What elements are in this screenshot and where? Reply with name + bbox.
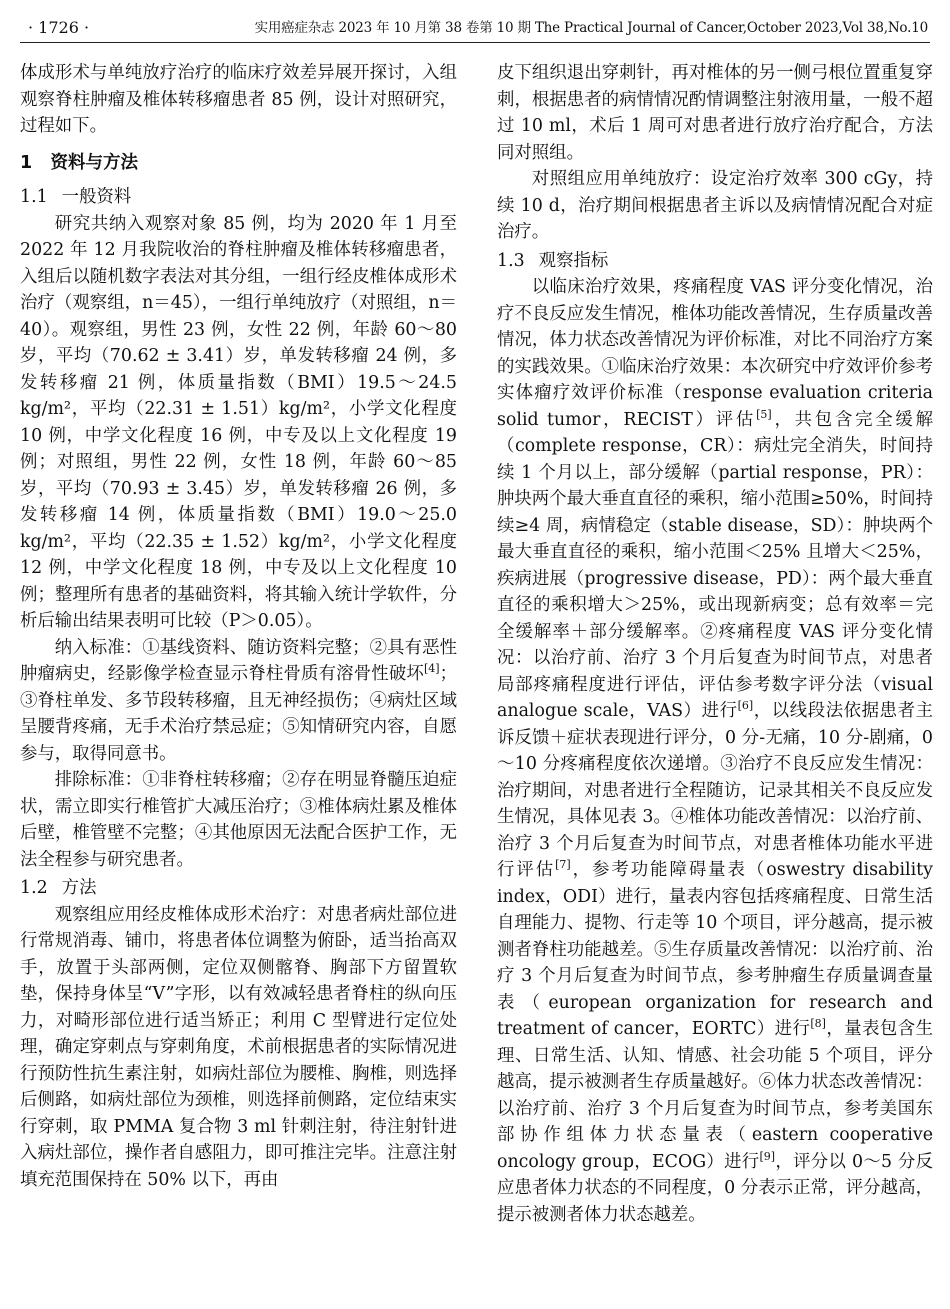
obs-text-2: ，共包含完全缓解（complete response，CR）：病灶完全消失，时间持续 1 个月以上，部分缓解（partial response，PR）：肿块两个最大垂直直径的乘积，缩小范围≥50%，时间持续≥4 周，病情稳定（stable disease，SD）：肿块两个最大垂直直径的乘积，缩小范围＜25% 且增大＜25%，疾病进展（progressive disease，PD）：两个最大垂直直径的乘积增大＞25%，或出现新病变；总有效率＝完全缓解率＋部分缓解率。②疼痛程度 VAS 评分变化情况：以治疗前、治疗 3 个月后复查为时间节点，对患者局部疼痛程度进行评估，评估参考数字评分法（visual analogue scale，VAS）进行 [497,409,933,721]
left-column [20,60,457,1193]
method-continued-paragraph: 皮下组织退出穿刺针，再对椎体的另一侧弓根位置重复穿刺，根据患者的病情情况酌情调整注射液用量，一般不超过 10 ml，术后 1 周可对患者进行放疗治疗配合，方法同对照组。 [497,63,933,163]
obs-text-4: ，参考功能障碍量表（oswestry disability index，ODI）进行，量表内容包括疼痛程度、日常生活自理能力、提物、行走等 10 个项目，评分越高，提示被测者脊柱功能越差。⑤生存质量改善情况：以治疗前、治疗 3 个月后复查为时间节点，参考肿瘤生存质量调查量表（european organization for research and treatment of cancer，EORTC）进行 [497,860,933,1039]
subsection-1-1-heading [20,184,457,211]
citation-ref: [5] [756,407,772,421]
obs-text-3: ，以线段法依据患者主诉反馈＋症状表现进行评分，0 分-无痛，10 分-剧痛，0～10 分疼痛程度依次递增。③治疗不良反应发生情况：治疗期间，对患者进行全程随访，记录其相关不良反应发生情况，具体见表 3。④椎体功能改善情况：以治疗前、治疗 3 个月后复查为时间节点，对患者椎体功能水平进行评估 [497,701,933,880]
inclusion-paragraph [20,635,457,768]
subsection-number: 1.2 [20,878,48,898]
subsection-1-2-heading [20,875,457,902]
obs-text-1: 以临床治疗效果，疼痛程度 VAS 评分变化情况，治疗不良反应发生情况，椎体功能改善情况，生存质量改善情况，体力状态改善情况为评价标准，对比不同治疗方案的实践效果。①临床治疗效果：本次研究中疗效评价参考实体瘤疗效评价标准（response evaluation criteria solid tumor，RECIST）评估 [497,277,933,430]
page-number: · 1726 · [28,18,90,37]
general-info-paragraph: 研究共纳入观察对象 85 例，均为 2020 年 1 月至 2022 年 12 月我院收治的脊柱肿瘤及椎体转移瘤患者，入组后以随机数字表法对其分组，一组行经皮椎体成形术治疗（观察组，n＝45），一组行单纯放疗（对照组，n＝40）。观察组，男性 23 例，女性 22 例，年龄 60～80 岁，平均（70.62 ± 3.41）岁，单发转移瘤 24 例，多发转移瘤 21 例，体质量指数（BMI）19.5～24.5 kg/m²，平均（22.31 ± 1.51）kg/m²，小学文化程度 10 例，中学文化程度 16 例，中专及以上文化程度 19 例；对照组，男性 22 例，女性 18 例，年龄 60～85 岁，平均（70.93 ± 3.45）岁，单发转移瘤 26 例，多发转移瘤 14 例，体质量指数（BMI）19.0～25.0 kg/m²，平均（22.35 ± 1.52）kg/m²，小学文化程度 12 例，中学文化程度 18 例，中专及以上文化程度 10 例；整理所有患者的基础资料，将其输入统计学软件，分析后输出结果表明可比较（P＞0.05）。 [20,213,457,631]
control-group-paragraph: 对照组应用单纯放疗：设定治疗效率 300 cGy，持续 10 d，治疗期间根据患者主诉以及病情情况配合对症治疗。 [497,169,933,242]
running-header [20,14,930,43]
inclusion-text-rest: ；③脊柱单发、多节段转移瘤，且无神经损伤；④病灶区域呈腰背疼痛，无手术治疗禁忌症；⑤知情研究内容，自愿参与，取得同意书。 [20,664,457,764]
citation-ref: [6] [737,699,754,713]
subsection-title: 方法 [61,878,97,898]
section-1-heading [20,150,457,177]
observation-paragraph [497,274,933,1228]
intro-paragraph: 体成形术与单纯放疗治疗的临床疗效差异展开探讨，入组观察脊柱肿瘤及椎体转移瘤患者 85 例，设计对照研究，过程如下。 [20,63,457,136]
subsection-title: 观察指标 [538,250,609,271]
subsection-title: 一般资料 [61,187,132,207]
exclusion-paragraph: 排除标准：①非脊柱转移瘤；②存在明显脊髓压迫症状，需立即实行椎管扩大减压治疗；③椎体病灶累及椎体后壁，椎管壁不完整；④其他原因无法配合医护工作，无法全程参与研究患者。 [20,770,457,870]
obs-text-6: ，评分以 0～5 分反应患者体力状态的不同程度，0 分表示正常，评分越高，提示被测者体力状态越差。 [497,1151,934,1225]
section-number: 1 [20,152,33,173]
right-column [497,60,933,1228]
section-title: 资料与方法 [50,152,138,173]
subsection-number: 1.1 [20,187,48,207]
citation-ref: [8] [810,1017,826,1031]
citation-ref: [9] [759,1149,776,1163]
journal-citation: 实用癌症杂志 2023 年 10 月第 38 卷第 10 期 The Practical Journal of Cancer,October 2023,Vol 38,No.10 [254,20,928,36]
citation-ref: [7] [555,858,571,872]
citation-ref: [4] [424,662,440,676]
inclusion-text: 纳入标准：①基线资料、随访资料完整；②具有恶性肿瘤病史，经影像学检查显示脊柱骨质有溶骨性破坏 [20,637,457,684]
method-paragraph: 观察组应用经皮椎体成形术治疗：对患者病灶部位进行常规消毒、铺巾，将患者体位调整为俯卧，适当抬高双手，放置于头部两侧，定位双侧髂脊、胸部下方留置软垫，保持身体呈“V”字形，以有效减轻患者脊柱的纵向压力，对畸形部位进行适当矫正；利用 C 型臂进行定位处理，确定穿刺点与穿刺角度，术前根据患者的实际情况进行预防性抗生素注射，如病灶部位为腰椎、胸椎，则选择后侧路，如病灶部位为颈椎，则选择前侧路，定位结束实行穿刺，取 PMMA 复合物 3 ml 针刺注射，待注射针进入病灶部位，操作者自感阻力，即可推注完毕。注意注射填充范围保持在 50% 以下，再由 [20,904,457,1190]
subsection-number: 1.3 [497,250,525,271]
obs-text-5: ，量表包含生理、日常生活、认知、情感、社会功能 5 个项目，评分越高，提示被测者生存质量越好。⑥体力状态改善情况：以治疗前、治疗 3 个月后复查为时间节点，参考美国东部协作组体力状态量表（eastern cooperative oncology group，ECOG）进行 [497,1019,933,1172]
subsection-1-3-heading [497,248,933,275]
